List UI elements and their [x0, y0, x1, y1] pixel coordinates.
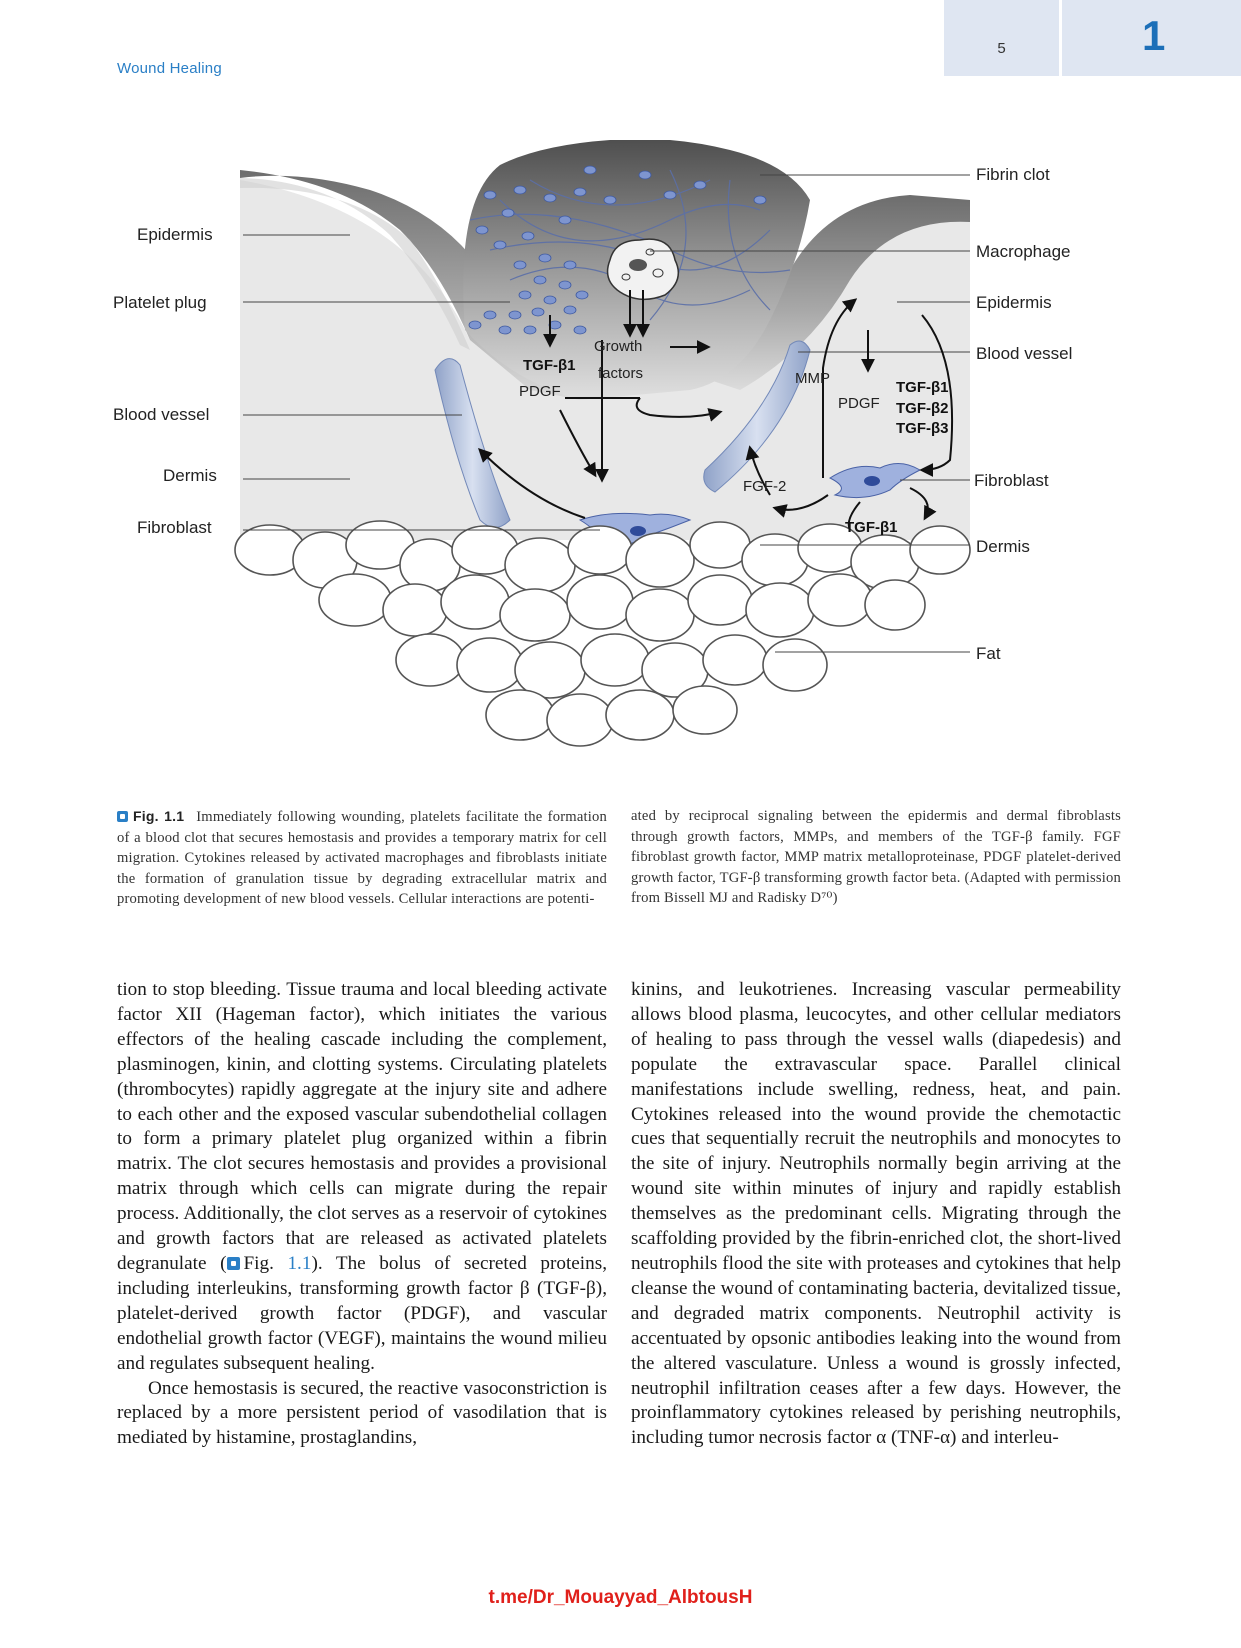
- label-epidermis-right: Epidermis: [976, 293, 1052, 312]
- label-fibroblast-left: Fibroblast: [137, 518, 212, 537]
- figure-caption-left: [117, 806, 607, 910]
- body-paragraph: kinins, and leukotrienes. Increasing vascular permeability allows blood plasma, leucocytes, and other cellular mediators of healing to pass through the vessel walls (diapedesis) and populate the extravascular space. Parallel clinical manifestations include swelling, redness, heat, and pain. Cytokines released into the wound provide the chemotactic cues that sequentially recruit the neutrophils and monocytes to the site of injury. Neutrophils normally begin arriving at the wound site within minutes of injury and rapidly establish themselves as the predominant cells. Migrating through the scaffolding provided by the fibrin-enriched clot, the short-lived neutrophils flood the site with proteases and cytokines that help cleanse the wound of contaminating bacteria, devitalized tissue, and degraded matrix components. Neutrophil activity is accentuated by opsonic antibodies leaking into the wound from the altered vasculature. Unless a wound is grossly infected, neutrophil infiltration ceases after a few days. However, the proinflammatory cytokines released by perishing neutrophils, including tumor necrosis factor α (TNF-α) and interleu-: [631, 979, 1121, 1449]
- label-dermis-left: Dermis: [163, 466, 217, 485]
- footer-telegram-link[interactable]: t.me/Dr_Mouayyad_AlbtousH: [488, 1587, 753, 1608]
- wound-healing-figure: [110, 140, 1130, 790]
- fat-layer: [235, 521, 970, 746]
- signal-mmp: MMP: [795, 370, 830, 387]
- signal-growth: Growth: [594, 338, 643, 355]
- chapter-tab: [1062, 0, 1241, 76]
- body-paragraph: Once hemostasis is secured, the reactive vasoconstriction is replaced by a more persistent period of vasodilation that is mediated by histamine, prostaglandins,: [117, 1377, 607, 1449]
- label-fat: Fat: [976, 644, 1001, 663]
- label-blood-vessel-left: Blood vessel: [113, 405, 210, 424]
- figure-ref-word: Fig.: [243, 1252, 274, 1274]
- signal-tgf-b1-bottom: TGF-β1: [845, 519, 898, 536]
- body-column-left: [117, 978, 607, 1451]
- label-dermis-right: Dermis: [976, 537, 1030, 556]
- figure-caption-right: [631, 806, 1121, 909]
- label-platelet-plug: Platelet plug: [113, 293, 207, 312]
- signal-fgf2: FGF-2: [743, 478, 787, 495]
- label-macrophage: Macrophage: [976, 242, 1071, 261]
- caption-text-left: Immediately following wounding, platelets facilitate the formation of a blood clot that secures hemostasis and provides a temporary matrix for cell migration. Cytokines released by activated macrophages and fibroblasts initiate the formation of granulation tissue by degrading extracellular matrix and promoting development of new blood vessels. Cellular interactions are potenti-: [117, 809, 607, 908]
- running-head: Wound Healing: [117, 60, 222, 77]
- signal-pdgf-left: PDGF: [519, 383, 561, 400]
- signal-tgf-b2-right: TGF-β2: [896, 400, 949, 417]
- body-paragraph: [117, 978, 607, 1377]
- label-epidermis-left: Epidermis: [137, 225, 213, 244]
- signal-tgf-b1-right: TGF-β1: [896, 379, 949, 396]
- figure-ref-icon: [227, 1257, 240, 1270]
- figure-marker-icon: [117, 811, 128, 822]
- signal-tgf-b3-right: TGF-β3: [896, 420, 949, 437]
- signal-factors: factors: [598, 365, 644, 382]
- figure-label: Fig. 1.1: [133, 808, 185, 824]
- page-number: 5: [997, 40, 1006, 57]
- caption-text-right: ated by reciprocal signaling between the epidermis and dermal fibroblasts through growth factors, MMPs, and members of the TGF-β family. FGF fibroblast growth factor, MMP matrix metalloproteinase, PDGF platelet-derived growth factor, TGF-β transforming growth factor beta. (Adapted with permission from Bissell MJ and Radisky D⁷⁰): [631, 808, 1121, 907]
- signal-tgf-b1-left: TGF-β1: [523, 357, 576, 374]
- label-blood-vessel-right: Blood vessel: [976, 344, 1073, 363]
- signal-pdgf-right: PDGF: [838, 395, 880, 412]
- chapter-number: 1: [1142, 12, 1166, 59]
- body-text: ). The bolus of secreted proteins, including interleukins, transforming growth factor β (TGF-β), platelet-derived growth factor (PDGF), and vascular endothelial growth factor (VEGF), maintains the wound milieu and regulates subsequent healing.: [117, 1252, 607, 1374]
- figure-ref-link[interactable]: 1.1: [287, 1252, 312, 1274]
- figure-svg: [110, 140, 1130, 790]
- label-fibroblast-right: Fibroblast: [974, 471, 1049, 490]
- body-text: tion to stop bleeding. Tissue trauma and local bleeding activate factor XII (Hageman factor), which initiates the various effectors of the healing cascade including the complement, plasminogen, kinin, and clotting systems. Circulating platelets (thrombocytes) rapidly aggregate at the injury site and adhere to each other and the exposed vascular subendothelial collagen to form a primary platelet plug organized within a fibrin matrix. The clot secures hemostasis and provides a provisional matrix through which cells can migrate during the repair process. Additionally, the clot serves as a reservoir of cytokines and growth factors that are released as activated platelets degranulate (: [117, 979, 607, 1274]
- body-column-right: [631, 978, 1121, 1451]
- label-fibrin-clot: Fibrin clot: [976, 165, 1050, 184]
- page-number-box: [944, 0, 1059, 76]
